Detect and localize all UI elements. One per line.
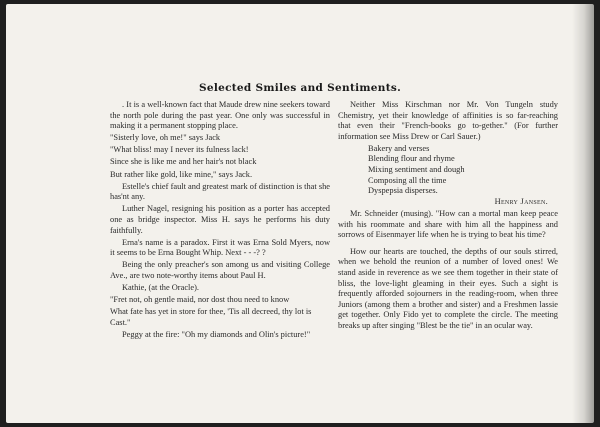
left-paragraph-11: "Fret not, oh gentle maid, nor dost thou need to know — [110, 295, 290, 305]
right-paragraph-3: Blending flour and rhyme — [368, 154, 455, 164]
right-paragraph-6: Dyspepsia disperses. — [368, 186, 438, 196]
page-title: Selected Smiles and Sentiments. — [198, 82, 402, 94]
left-column — [110, 100, 330, 342]
left-paragraph-5: But rather like gold, like mine," says Jack. — [110, 169, 253, 179]
left-paragraph-10: Kathie, (at the Oracle). — [122, 283, 199, 292]
right-paragraph-9: How our hearts are touched, the depths of our souls stirred, when we behold the reunion of a number of loved ones! We stand aside in reverence as we see them together in their state of bliss, the love-light gleaming in their eyes. Such a sight is frequently afforded sojourners in the reading-room, when three Juniors (among them a brother and sister) and a Freshmen lassie get together. Only Fido yet to complete the circle. The meeting breaks up after singing "Blest be the tie" in an ocular way. — [338, 246, 558, 330]
right-paragraph-5: Composing all the time — [368, 175, 447, 185]
right-paragraph-4: Mixing sentiment and dough — [368, 165, 465, 175]
right-paragraph-8: Mr. Schneider (musing). "How can a mortal man keep peace with his roommate and share with him all the happiness and sorrows of Eisenmayer life when he is trying to beat his time? — [338, 208, 558, 240]
left-paragraph-8: Erna's name is a paradox. First it was Erna Sold Myers, now it seems to be Erna Bought Whip. Next - - -? ? — [110, 237, 330, 258]
left-paragraph-3: "What bliss! may I never its fulness lack! — [110, 145, 249, 155]
right-column — [338, 100, 558, 333]
page-gutter-shadow — [572, 4, 594, 423]
right-paragraph-2: Bakery and verses — [368, 143, 430, 153]
left-paragraph-7: Luther Nagel, resigning his position as a porter has accepted one as bridge inspector. Miss H. says he performs his duty faithfully. — [110, 204, 330, 235]
left-paragraph-4: Since she is like me and her hair's not black — [110, 157, 257, 167]
left-paragraph-12: What fate has yet in store for thee, 'Tis all decreed, thy lot is Cast." — [110, 307, 312, 327]
right-paragraph-1: Neither Miss Kirschman nor Mr. Von Tungeln study Chemistry, yet their knowledge of affinities is so far-reaching that even their "French-books go to-gether." (For further information see Miss Drew or Carl Sauer.) — [338, 100, 558, 141]
left-paragraph-1: . It is a well-known fact that Maude drew nine seekers toward the north pole during the past year. One only was successful in making it a permanent stopping place. — [110, 100, 330, 131]
book-page — [6, 4, 594, 423]
left-paragraph-6: Estelle's chief fault and greatest mark of distinction is that she has'nt any. — [110, 181, 330, 202]
left-paragraph-13: Peggy at the fire: "Oh my diamonds and Olin's picture!" — [122, 329, 311, 339]
left-paragraph-9: Being the only preacher's son among us and visiting College Ave., are two note-worthy items about Paul H. — [110, 260, 330, 280]
left-paragraph-2: "Sisterly love, oh me!" says Jack — [110, 133, 221, 143]
right-paragraph-7: Henry Jansen. — [494, 196, 548, 206]
